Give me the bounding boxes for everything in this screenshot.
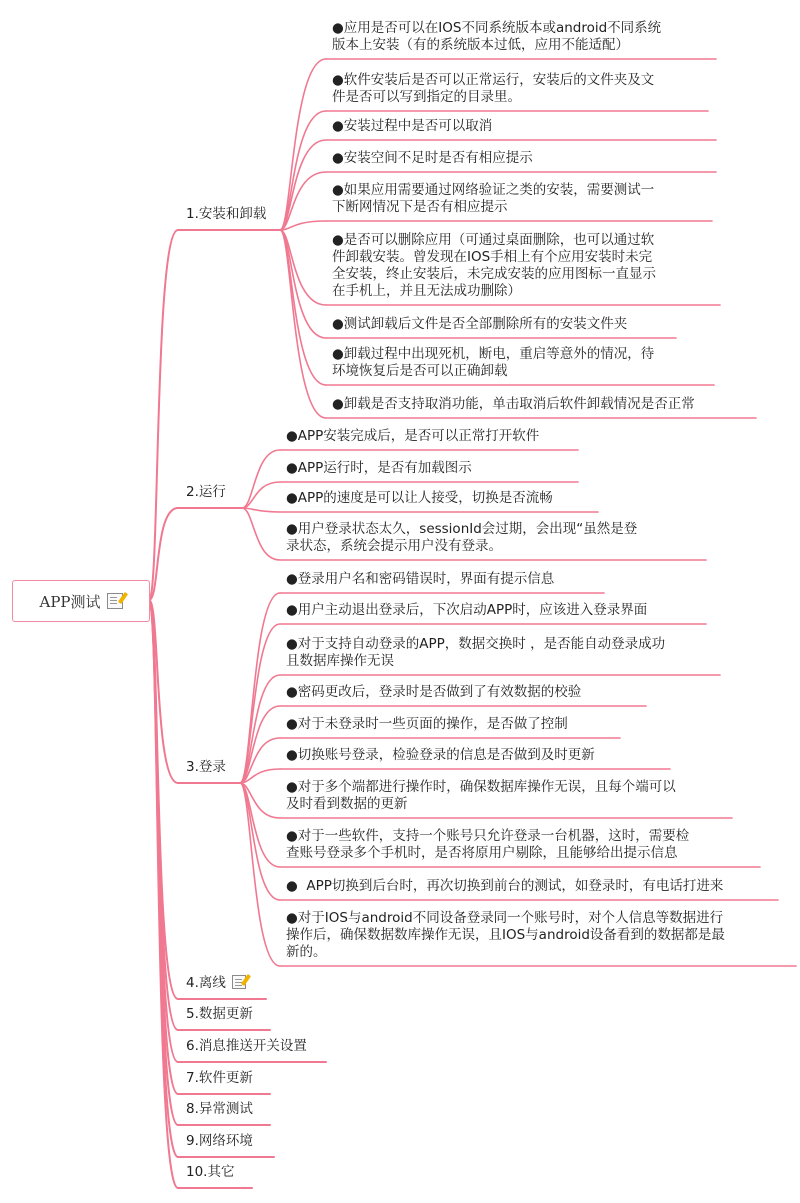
- leaf-item[interactable]: ●是否可以删除应用（可通过桌面删除，也可以通过软 件卸载安装。曾发现在IOS手相上有个应用安装时未完 全安装，终止安装后，未完成安装的应用图标一直显示 在手机上，并且无法成功删除）: [332, 232, 656, 299]
- leaf-item[interactable]: ●APP的速度是可以让人接受，切换是否流畅: [286, 490, 553, 506]
- leaf-item[interactable]: ●卸载是否支持取消功能，单击取消后软件卸载情况是否正常: [332, 396, 695, 412]
- leaf-item[interactable]: ●切换账号登录，检验登录的信息是否做到及时更新: [286, 747, 595, 763]
- branch-7[interactable]: [186, 1070, 253, 1087]
- leaf-item[interactable]: ●安装过程中是否可以取消: [332, 118, 493, 134]
- leaf-item[interactable]: ●安装空间不足时是否有相应提示: [332, 150, 533, 166]
- branch-1[interactable]: [186, 206, 266, 223]
- leaf-connector: [280, 59, 326, 230]
- leaf-item[interactable]: ●卸载过程中出现死机，断电，重启等意外的情况，待 环境恢复后是否可以正确卸载: [332, 346, 655, 379]
- branch-connector: [149, 600, 178, 1188]
- branch-6[interactable]: [186, 1038, 307, 1055]
- branch-label: 6.消息推送开关设置: [186, 1038, 307, 1054]
- note-icon: [107, 593, 123, 609]
- leaf-item[interactable]: ●对于未登录时一些页面的操作，是否做了控制: [286, 716, 568, 732]
- leaf-item[interactable]: ●APP安装完成后，是否可以正常打开软件: [286, 428, 540, 444]
- branch-label: 2.运行: [186, 484, 226, 500]
- branch-label: 10.其它: [186, 1164, 235, 1180]
- branch-4[interactable]: [186, 975, 246, 992]
- leaf-item[interactable]: ●测试卸载后文件是否全部删除所有的安装文件夹: [332, 316, 628, 332]
- leaf-item[interactable]: ●应用是否可以在IOS不同系统版本或android不同系统 版本上安装（有的系统版本过低，应用不能适配）: [332, 20, 662, 53]
- leaf-connector: [240, 593, 280, 783]
- leaf-connector: [280, 111, 326, 230]
- branch-label: 3.登录: [186, 759, 226, 775]
- branch-label: 4.离线: [186, 975, 226, 991]
- leaf-connector: [280, 230, 326, 418]
- leaf-item[interactable]: ●密码更改后，登录时是否做到了有效数据的校验: [286, 684, 582, 700]
- branch-label: 8.异常测试: [186, 1101, 253, 1117]
- leaf-connector: [240, 783, 280, 966]
- leaf-item[interactable]: ●对于IOS与android不同设备登录同一个账号时，对个人信息等数据进行 操作后，确保数据数库操作无误，且IOS与android设备看到的数据都是最 新的。: [286, 910, 725, 960]
- branch-8[interactable]: [186, 1101, 253, 1118]
- leaf-connector: [242, 508, 280, 560]
- root-node[interactable]: [12, 580, 150, 622]
- leaf-item[interactable]: ●对于一些软件，支持一个账号只允许登录一台机器，这时，需要检 查账号登录多个手机时，是否将原用户剔除，且能够给出提示信息: [286, 828, 690, 861]
- branch-label: 5.数据更新: [186, 1006, 253, 1022]
- leaf-item[interactable]: ●对于多个端都进行操作时，确保数据库操作无误，且每个端可以 及时看到数据的更新: [286, 779, 676, 812]
- branch-label: 1.安装和卸载: [186, 206, 267, 222]
- leaf-item[interactable]: ●登录用户名和密码错误时，界面有提示信息: [286, 571, 555, 587]
- branch-label: 9.网络环境: [186, 1133, 253, 1149]
- branch-label: 7.软件更新: [186, 1070, 253, 1086]
- leaf-item[interactable]: ●软件安装后是否可以正常运行，安装后的文件夹及文 件是否可以写到指定的目录里。: [332, 72, 655, 105]
- branch-3[interactable]: [186, 759, 226, 776]
- leaf-item[interactable]: ●APP运行时，是否有加载图示: [286, 460, 472, 476]
- branch-connector: [149, 230, 178, 600]
- root-label: APP测试: [39, 592, 101, 611]
- branch-2[interactable]: [186, 484, 226, 501]
- leaf-item[interactable]: ●对于支持自动登录的APP，数据交换时 ，是否能自动登录成功 且数据库操作无误: [286, 636, 666, 669]
- leaf-item[interactable]: ●如果应用需要通过网络验证之类的安装，需要测试一 下断网情况下是否有相应提示: [332, 182, 655, 215]
- leaf-item[interactable]: ●用户主动退出登录后，下次启动APP时，应该进入登录界面: [286, 602, 648, 618]
- branch-10[interactable]: [186, 1164, 234, 1181]
- leaf-connector: [242, 450, 280, 508]
- note-icon: [232, 975, 246, 989]
- branch-9[interactable]: [186, 1133, 253, 1150]
- branch-5[interactable]: [186, 1006, 253, 1023]
- leaf-item[interactable]: ●用户登录状态太久，sessionId会过期，会出现“虽然是登 录状态，系统会提示用户没有登录。: [286, 521, 638, 554]
- leaf-item[interactable]: ● APP切换到后台时，再次切换到前台的测试，如登录时，有电话打进来: [286, 878, 724, 894]
